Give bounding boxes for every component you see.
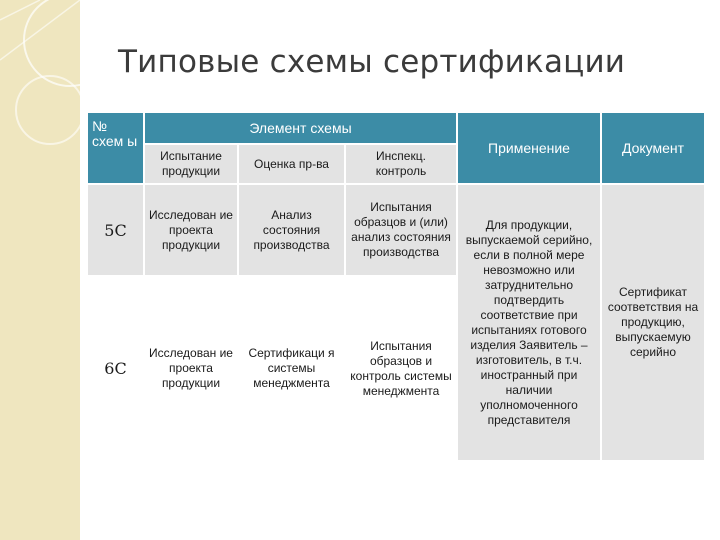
application-text: Для продукции, выпускаемой серийно, если в полной мере невозможно или затруднительно подтвердить соответствие при испытаниях готового изделия Заявитель – изготовитель, в т.ч. иностранный при наличии уполномоченного представителя (465, 217, 593, 427)
row-6c-scheme-text: 6С (104, 359, 127, 378)
row-5c-scheme (88, 185, 143, 275)
header-scheme-number-text: № схем ы (92, 118, 138, 149)
header-document-text: Документ (621, 139, 685, 156)
header-document (602, 113, 704, 183)
document-cell (602, 185, 704, 460)
row-6c-inspection (346, 277, 456, 460)
row-5c-testing (145, 185, 237, 275)
row-6c-scheme (88, 277, 143, 460)
row-5c-inspection-text: Испытания образцов и (или) анализ состояния производства (351, 200, 451, 259)
row-5c-production (239, 185, 344, 275)
row-6c-testing-text: Исследован ие проекта продукции (149, 346, 233, 390)
header-sub-inspection-text: Инспекц. контроль (375, 149, 427, 178)
row-5c-testing-text: Исследован ие проекта продукции (149, 207, 233, 252)
row-6c-inspection-text: Испытания образцов и контроль системы менеджмента (350, 338, 452, 398)
decorative-side-panel (0, 0, 80, 540)
page-title: Типовые схемы сертификации (118, 44, 626, 80)
row-6c-testing (145, 277, 237, 460)
application-cell (458, 185, 600, 460)
row-6c-production-text: Сертификаци я системы менеджмента (248, 346, 335, 390)
header-application-text: Применение (488, 139, 570, 156)
header-scheme-number (88, 113, 143, 183)
document-text: Сертификат соответствия на продукцию, выпускаемую серийно (607, 285, 699, 359)
header-application (458, 113, 600, 183)
row-5c-scheme-text: 5С (104, 220, 127, 240)
header-element-group (145, 113, 456, 143)
row-5c-inspection (346, 185, 456, 275)
header-sub-production (239, 145, 344, 183)
row-6c-production (239, 277, 344, 460)
header-element-group-text: Элемент схемы (249, 119, 352, 136)
decorative-pattern (0, 0, 80, 540)
header-sub-testing (145, 145, 237, 183)
header-sub-testing-text: Испытание продукции (160, 149, 222, 178)
header-sub-inspection (346, 145, 456, 183)
header-sub-production-text: Оценка пр-ва (254, 156, 329, 171)
row-5c-production-text: Анализ состояния производства (253, 207, 330, 252)
